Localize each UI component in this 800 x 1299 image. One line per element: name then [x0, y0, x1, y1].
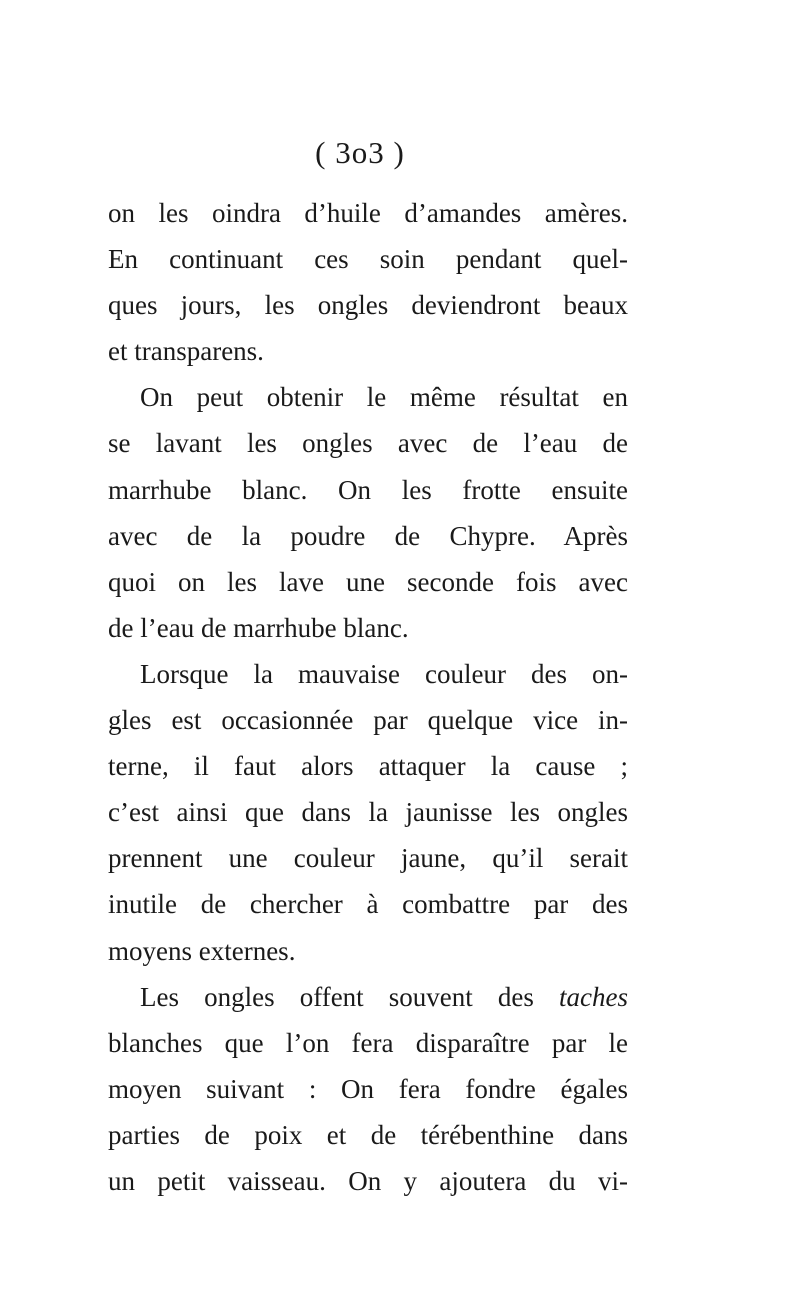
italic-word: taches — [559, 981, 628, 1012]
text-line: gles est occasionnée par quelque vice in- — [108, 705, 628, 736]
text-line: moyens externes. — [108, 935, 296, 966]
paragraph-first-line: Lorsque la mauvaise couleur des on- — [140, 658, 628, 689]
paragraph-first-line — [108, 974, 628, 1020]
body-text — [108, 190, 628, 1204]
text-line: parties de poix et de térébenthine dans — [108, 1119, 628, 1150]
text-line: se lavant les ongles avec de l’eau de — [108, 428, 628, 459]
paragraph-first-line: On peut obtenir le même résultat en — [140, 382, 628, 413]
text-line: avec de la poudre de Chypre. Après — [108, 520, 628, 551]
text-line: c’est ainsi que dans la jaunisse les ongles — [108, 797, 628, 828]
text-line: on les oindra d’huile d’amandes amères. — [108, 198, 628, 228]
page-number: ( 3o3 ) — [315, 135, 405, 170]
text-line: terne, il faut alors attaquer la cause ; — [108, 751, 628, 782]
text-line: et transparens. — [108, 336, 264, 367]
text-line: blanches que l’on fera disparaître par le — [108, 1027, 628, 1058]
text-line: moyen suivant : On fera fondre égales — [108, 1073, 628, 1104]
text-line: ques jours, les ongles deviendront beaux — [108, 290, 628, 321]
text-segment: Les ongles offent souvent des — [140, 981, 560, 1012]
text-line: quoi on les lave une seconde fois avec — [108, 566, 628, 597]
text-line: En continuant ces soin pendant quel- — [108, 244, 628, 275]
text-line: inutile de chercher à combattre par des — [108, 889, 628, 920]
text-line: de l’eau de marrhube blanc. — [108, 612, 409, 643]
text-line: un petit vaisseau. On y ajoutera du vi- — [108, 1165, 628, 1196]
text-line: prennent une couleur jaune, qu’il serait — [108, 843, 628, 874]
text-line: marrhube blanc. On les frotte ensuite — [108, 474, 628, 505]
